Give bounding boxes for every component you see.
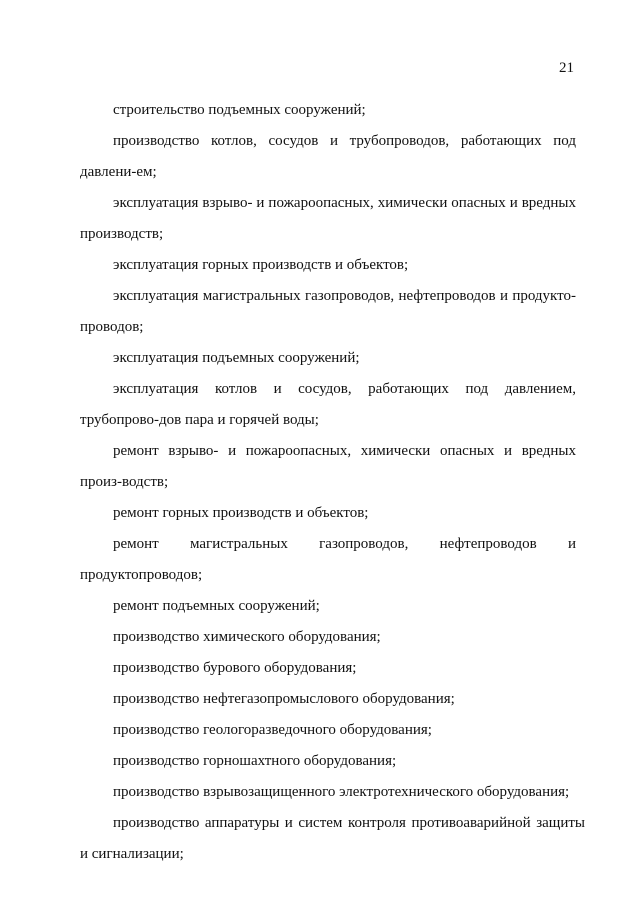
list-item: производство аппаратуры и систем контроля противоаварийной защиты и сигнализации; bbox=[80, 815, 585, 862]
list-item: эксплуатация магистральных газопроводов, нефтепроводов и продукто-проводов; bbox=[80, 288, 576, 335]
list-item: производство котлов, сосудов и трубопроводов, работающих под давлени-ем; bbox=[80, 133, 576, 180]
list-item: строительство подъемных сооружений; bbox=[113, 102, 366, 118]
list-item: производство горношахтного оборудования; bbox=[113, 753, 397, 769]
list-item: ремонт горных производств и объектов; bbox=[113, 505, 369, 521]
list-item: эксплуатация взрыво- и пожароопасных, химически опасных и вредных производств; bbox=[80, 195, 576, 242]
list-item: производство взрывозащищенного электротехнического оборудования; bbox=[113, 784, 570, 800]
list-item: эксплуатация котлов и сосудов, работающих под давлением, трубопрово-дов пара и горячей воды; bbox=[80, 381, 576, 428]
list-item: производство геологоразведочного оборудования; bbox=[113, 722, 432, 738]
list-item: ремонт взрыво- и пожароопасных, химически опасных и вредных произ-водств; bbox=[80, 443, 576, 490]
list-item: эксплуатация подъемных сооружений; bbox=[113, 350, 360, 366]
list-item: производство нефтегазопромыслового оборудования; bbox=[113, 691, 455, 707]
body-text bbox=[80, 95, 585, 870]
list-item: производство бурового оборудования; bbox=[113, 660, 357, 676]
list-item: ремонт магистральных газопроводов, нефтепроводов и продуктопроводов; bbox=[80, 536, 576, 583]
list-item: производство химического оборудования; bbox=[113, 629, 381, 645]
list-item: ремонт подъемных сооружений; bbox=[113, 598, 320, 614]
page-number: 21 bbox=[559, 60, 574, 76]
list-item: эксплуатация горных производств и объектов; bbox=[113, 257, 409, 273]
